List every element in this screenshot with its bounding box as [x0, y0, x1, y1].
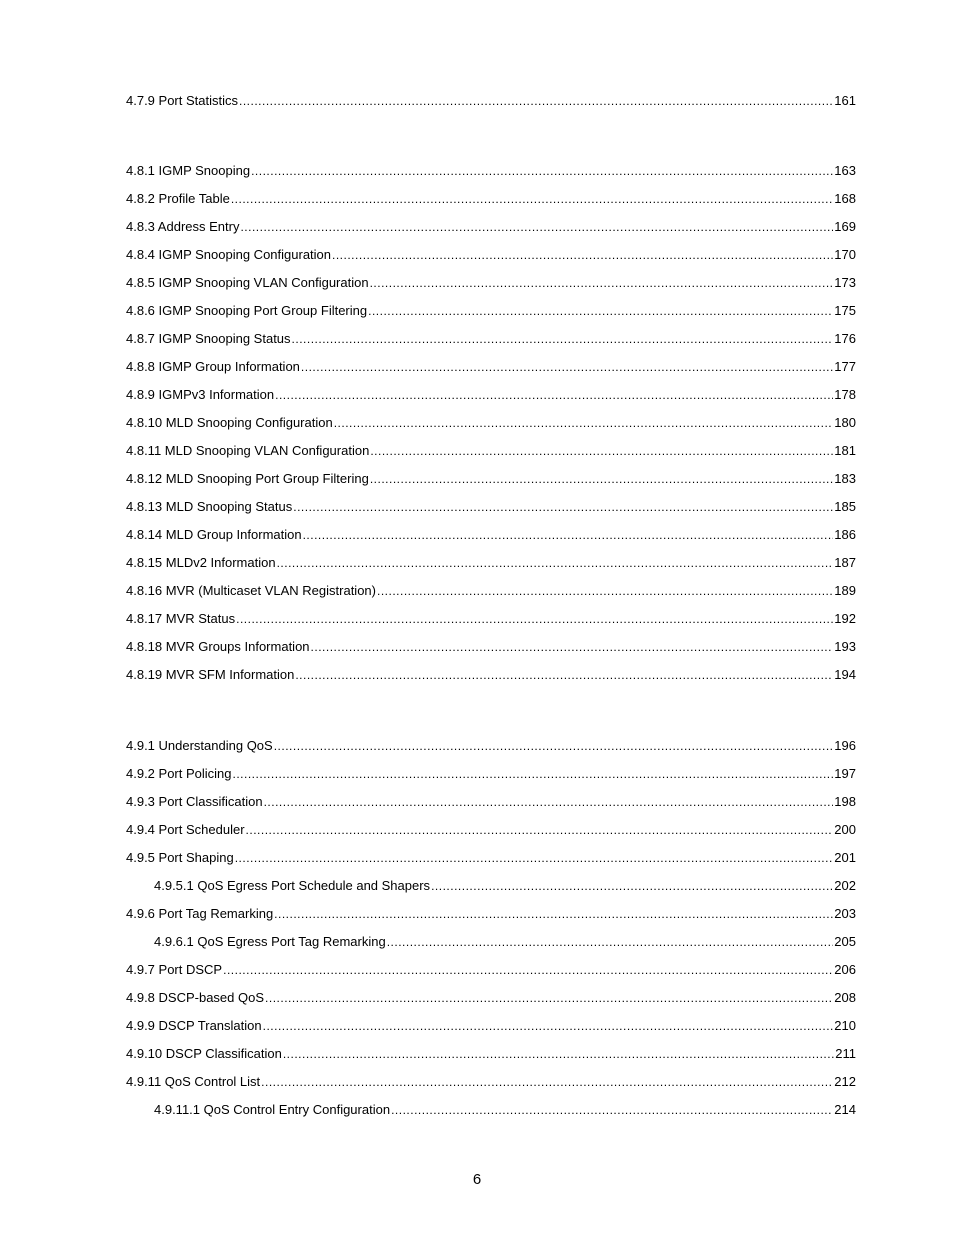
toc-entry[interactable] — [126, 556, 856, 584]
toc-entry[interactable] — [126, 528, 856, 556]
toc-dot-leader — [261, 1075, 833, 1089]
toc-dot-leader — [265, 991, 833, 1005]
toc-dot-leader — [223, 963, 833, 977]
toc-dot-leader — [275, 388, 833, 402]
toc-entry[interactable] — [126, 823, 856, 851]
toc-entry-title: 4.8.2 Profile Table — [126, 191, 230, 206]
toc-dot-leader — [303, 528, 834, 542]
toc-dot-leader — [311, 640, 834, 654]
toc-entry-title: 4.9.7 Port DSCP — [126, 962, 223, 977]
toc-entry[interactable] — [126, 739, 856, 767]
toc-dot-leader — [370, 472, 833, 486]
toc-entry-title: 4.9.11.1 QoS Control Entry Configuration — [154, 1102, 391, 1117]
toc-entry-page-number: 183 — [834, 471, 856, 486]
toc-entry-page-number: 203 — [834, 906, 856, 921]
toc-dot-leader — [233, 767, 834, 781]
toc-entry[interactable] — [126, 767, 856, 795]
toc-entry-title: 4.8.3 Address Entry — [126, 219, 240, 234]
toc-group-4-7 — [0, 94, 954, 122]
toc-dot-leader — [431, 879, 833, 893]
toc-entry[interactable] — [126, 192, 856, 220]
toc-entry[interactable] — [126, 1047, 856, 1075]
toc-entry-title: 4.9.6 Port Tag Remarking — [126, 906, 274, 921]
toc-entry[interactable] — [126, 94, 856, 122]
toc-entry[interactable] — [126, 991, 856, 1019]
toc-entry-title: 4.8.1 IGMP Snooping — [126, 163, 251, 178]
toc-dot-leader — [370, 444, 833, 458]
toc-entry-page-number: 208 — [834, 990, 856, 1005]
toc-entry-page-number: 198 — [834, 794, 856, 809]
page-number: 6 — [472, 1171, 482, 1188]
toc-entry-page-number: 196 — [834, 738, 856, 753]
toc-dot-leader — [283, 1047, 834, 1061]
toc-dot-leader — [246, 823, 834, 837]
toc-entry[interactable] — [126, 500, 856, 528]
toc-entry-page-number: 192 — [834, 611, 856, 626]
toc-dot-leader — [240, 220, 833, 234]
toc-entry[interactable] — [126, 332, 856, 360]
toc-entry-page-number: 211 — [835, 1046, 856, 1061]
toc-entry[interactable] — [126, 220, 856, 248]
toc-entry-page-number: 193 — [834, 639, 856, 654]
toc-entry-page-number: 163 — [834, 163, 856, 178]
toc-dot-leader — [334, 416, 834, 430]
toc-entry-page-number: 178 — [834, 387, 856, 402]
toc-entry-page-number: 189 — [834, 583, 856, 598]
toc-dot-leader — [370, 276, 834, 290]
toc-entry[interactable] — [126, 795, 856, 823]
toc-entry-title: 4.9.6.1 QoS Egress Port Tag Remarking — [154, 934, 386, 949]
toc-entry-title: 4.8.4 IGMP Snooping Configuration — [126, 247, 332, 262]
toc-entry-page-number: 177 — [834, 359, 856, 374]
toc-entry-page-number: 185 — [834, 499, 856, 514]
toc-entry-page-number: 186 — [834, 527, 856, 542]
toc-entry-page-number: 180 — [834, 415, 856, 430]
toc-dot-leader — [293, 500, 833, 514]
toc-entry-page-number: 194 — [834, 667, 856, 682]
toc-entry[interactable] — [126, 388, 856, 416]
toc-entry-page-number: 200 — [834, 822, 856, 837]
toc-entry[interactable] — [126, 304, 856, 332]
toc-entry-title: 4.8.17 MVR Status — [126, 611, 236, 626]
toc-dot-leader — [292, 332, 834, 346]
toc-entry-title: 4.8.14 MLD Group Information — [126, 527, 302, 542]
toc-entry[interactable] — [126, 612, 856, 640]
toc-entry[interactable] — [126, 248, 856, 276]
toc-entry[interactable] — [126, 444, 856, 472]
toc-entry-title: 4.8.10 MLD Snooping Configuration — [126, 415, 333, 430]
toc-dot-leader — [274, 907, 833, 921]
toc-dot-leader — [264, 795, 834, 809]
toc-dot-leader — [239, 94, 833, 108]
toc-entry-page-number: 210 — [834, 1018, 856, 1033]
toc-entry-title: 4.9.8 DSCP-based QoS — [126, 990, 265, 1005]
toc-entry-title: 4.7.9 Port Statistics — [126, 93, 238, 108]
toc-group-4-9 — [0, 739, 954, 1131]
toc-entry[interactable] — [126, 640, 856, 668]
toc-entry-page-number: 214 — [834, 1102, 856, 1117]
toc-entry-title: 4.8.18 MVR Groups Information — [126, 639, 310, 654]
toc-dot-leader — [391, 1103, 833, 1117]
toc-entry-title: 4.9.2 Port Policing — [126, 766, 232, 781]
toc-dot-leader — [332, 248, 833, 262]
toc-entry[interactable] — [126, 1019, 856, 1047]
toc-entry-page-number: 176 — [834, 331, 856, 346]
toc-entry-page-number: 168 — [834, 191, 856, 206]
toc-entry[interactable] — [154, 935, 856, 963]
toc-entry[interactable] — [154, 1103, 856, 1131]
toc-entry-page-number: 212 — [834, 1074, 856, 1089]
toc-entry-title: 4.8.9 IGMPv3 Information — [126, 387, 275, 402]
toc-entry-title: 4.9.1 Understanding QoS — [126, 738, 273, 753]
toc-entry[interactable] — [126, 164, 856, 192]
toc-entry-page-number: 173 — [834, 275, 856, 290]
toc-dot-leader — [277, 556, 834, 570]
toc-entry-title: 4.8.13 MLD Snooping Status — [126, 499, 293, 514]
toc-entry[interactable] — [126, 584, 856, 612]
toc-dot-leader — [235, 851, 834, 865]
toc-entry-page-number: 181 — [834, 443, 856, 458]
toc-entry-title: 4.9.5.1 QoS Egress Port Schedule and Shapers — [154, 878, 431, 893]
toc-dot-leader — [301, 360, 833, 374]
toc-entry-title: 4.8.6 IGMP Snooping Port Group Filtering — [126, 303, 368, 318]
toc-entry[interactable] — [126, 276, 856, 304]
toc-dot-leader — [377, 584, 833, 598]
toc-entry[interactable] — [154, 879, 856, 907]
toc-entry-title: 4.9.3 Port Classification — [126, 794, 263, 809]
toc-entry[interactable] — [126, 1075, 856, 1103]
toc-entry-title: 4.9.9 DSCP Translation — [126, 1018, 262, 1033]
toc-entry-title: 4.8.16 MVR (Multicaset VLAN Registration) — [126, 583, 376, 598]
toc-entry-title: 4.8.7 IGMP Snooping Status — [126, 331, 291, 346]
toc-entry-page-number: 161 — [834, 93, 856, 108]
toc-group-4-8 — [0, 164, 954, 696]
toc-dot-leader — [251, 164, 833, 178]
toc-dot-leader — [387, 935, 834, 949]
toc-entry-title: 4.8.19 MVR SFM Information — [126, 667, 295, 682]
toc-entry-page-number: 202 — [834, 878, 856, 893]
toc-entry-title: 4.8.8 IGMP Group Information — [126, 359, 300, 374]
toc-entry-page-number: 201 — [834, 850, 856, 865]
toc-entry[interactable] — [126, 851, 856, 879]
toc-entry[interactable] — [126, 472, 856, 500]
toc-entry-title: 4.8.5 IGMP Snooping VLAN Configuration — [126, 275, 369, 290]
toc-entry[interactable] — [126, 360, 856, 388]
toc-dot-leader — [368, 304, 833, 318]
toc-entry-title: 4.9.5 Port Shaping — [126, 850, 234, 865]
toc-entry-title: 4.8.11 MLD Snooping VLAN Configuration — [126, 443, 370, 458]
toc-dot-leader — [236, 612, 833, 626]
toc-entry-page-number: 187 — [834, 555, 856, 570]
toc-entry[interactable] — [126, 668, 856, 696]
toc-dot-leader — [263, 1019, 834, 1033]
toc-entry[interactable] — [126, 907, 856, 935]
toc-dot-leader — [295, 668, 833, 682]
toc-entry-page-number: 206 — [834, 962, 856, 977]
toc-entry-title: 4.9.4 Port Scheduler — [126, 822, 245, 837]
toc-entry-title: 4.9.10 DSCP Classification — [126, 1046, 282, 1061]
toc-dot-leader — [274, 739, 834, 753]
toc-entry-page-number: 205 — [834, 934, 856, 949]
toc-entry[interactable] — [126, 416, 856, 444]
toc-entry-page-number: 169 — [834, 219, 856, 234]
toc-entry[interactable] — [126, 963, 856, 991]
toc-entry-title: 4.9.11 QoS Control List — [126, 1074, 261, 1089]
toc-dot-leader — [231, 192, 833, 206]
toc-entry-page-number: 197 — [834, 766, 856, 781]
toc-entry-title: 4.8.15 MLDv2 Information — [126, 555, 276, 570]
toc-entry-page-number: 175 — [834, 303, 856, 318]
toc-entry-page-number: 170 — [834, 247, 856, 262]
toc-entry-title: 4.8.12 MLD Snooping Port Group Filtering — [126, 471, 369, 486]
